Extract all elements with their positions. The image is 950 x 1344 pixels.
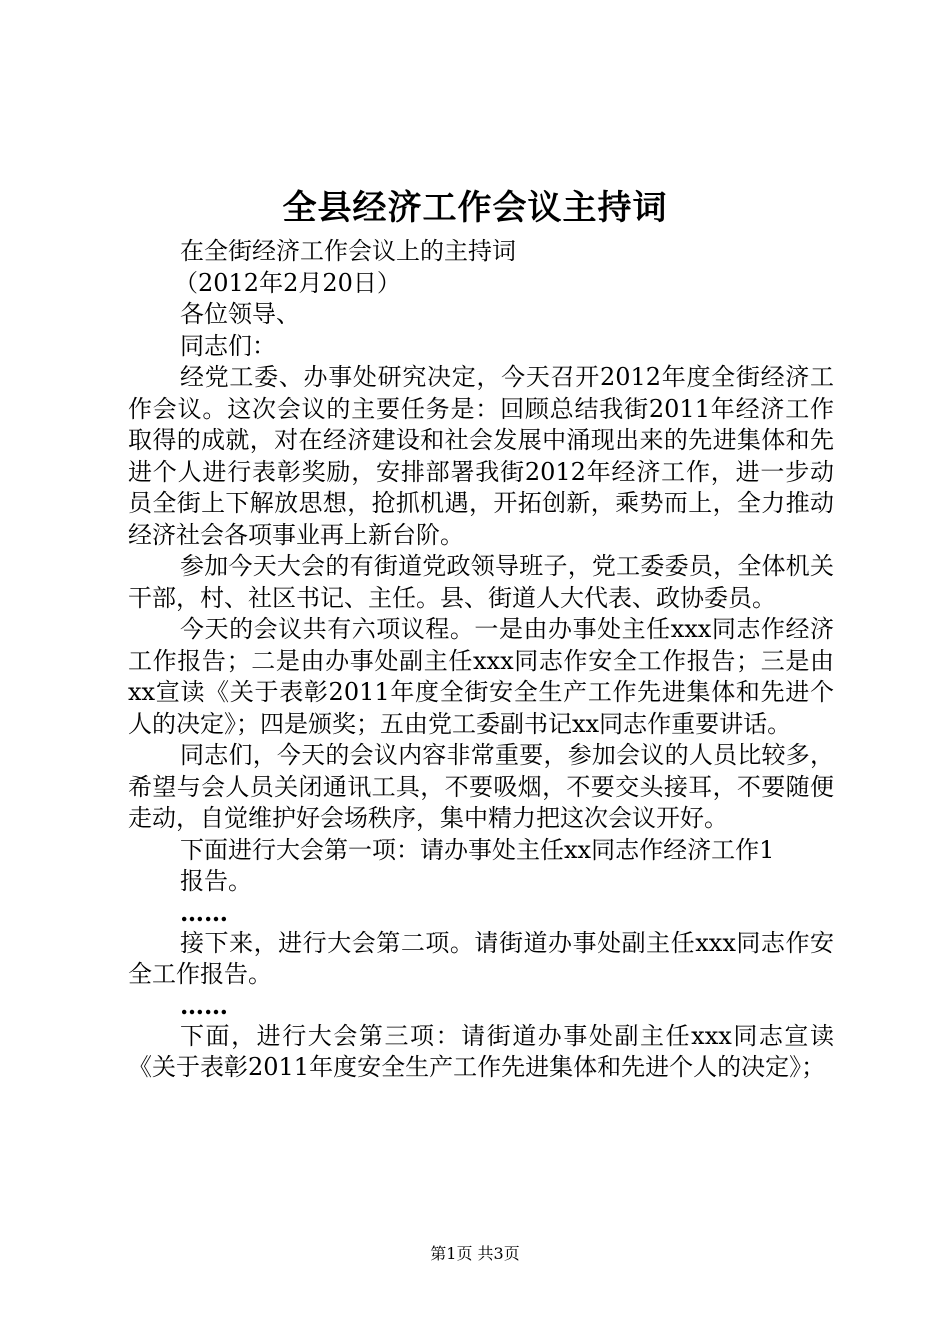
paragraph-attendees: 参加今天大会的有街道党政领导班子，党工委委员，全体机关干部，村、社区书记、主任。县、街道人大代表、政协委员。 <box>128 552 834 612</box>
agenda-item-2: 接下来，进行大会第二项。请街道办事处副主任xxx同志作安全工作报告。 <box>128 928 834 988</box>
paragraph-agenda: 今天的会议共有六项议程。一是由办事处主任xxx同志作经济工作报告；二是由办事处副主任xxx同志作安全工作报告；三是由xx宣读《关于表彰2011年度全街安全生产工作先进集体和先进个人的决定》；四是颁奖；五由党工委副书记xx同志作重要讲话。 <box>128 615 834 738</box>
salutation-leaders: 各位领导、 <box>180 300 300 328</box>
agenda-item-3: 下面，进行大会第三项：请街道办事处副主任xxx同志宣读《关于表彰2011年度安全生产工作先进集体和先进个人的决定》； <box>128 1021 834 1081</box>
document-title: 全县经济工作会议主持词 <box>282 188 668 228</box>
paragraph-purpose: 经党工委、办事处研究决定，今天召开2012年度全街经济工作会议。这次会议的主要任务是：回顾总结我街2011年经济工作取得的成就，对在经济建设和社会发展中涌现出来的先进集体和先进个人进行表彰奖励，安排部署我街2012年经济工作，进一步动员全街上下解放思想，抢抓机遇，开拓创新，乘势而上，全力推动经济社会各项事业再上新台阶。 <box>128 363 834 549</box>
agenda-item-1-line-1: 下面进行大会第一项：请办事处主任xx同志作经济工作1 <box>180 835 775 864</box>
page-footer: 第1页 共3页 <box>430 1244 520 1263</box>
document-date: （2012年2月20日） <box>174 268 401 297</box>
document-subtitle: 在全街经济工作会议上的主持词 <box>180 237 516 265</box>
agenda-item-1-line-2: 报告。 <box>180 867 252 895</box>
ellipsis-2: …… <box>180 990 228 1020</box>
ellipsis-1: …… <box>180 897 228 927</box>
salutation-comrades: 同志们： <box>180 331 276 360</box>
document-body <box>128 236 834 1084</box>
paragraph-discipline: 同志们，今天的会议内容非常重要，参加会议的人员比较多，希望与会人员关闭通讯工具，不要吸烟，不要交头接耳，不要随便走动，自觉维护好会场秩序，集中精力把这次会议开好。 <box>128 741 834 832</box>
